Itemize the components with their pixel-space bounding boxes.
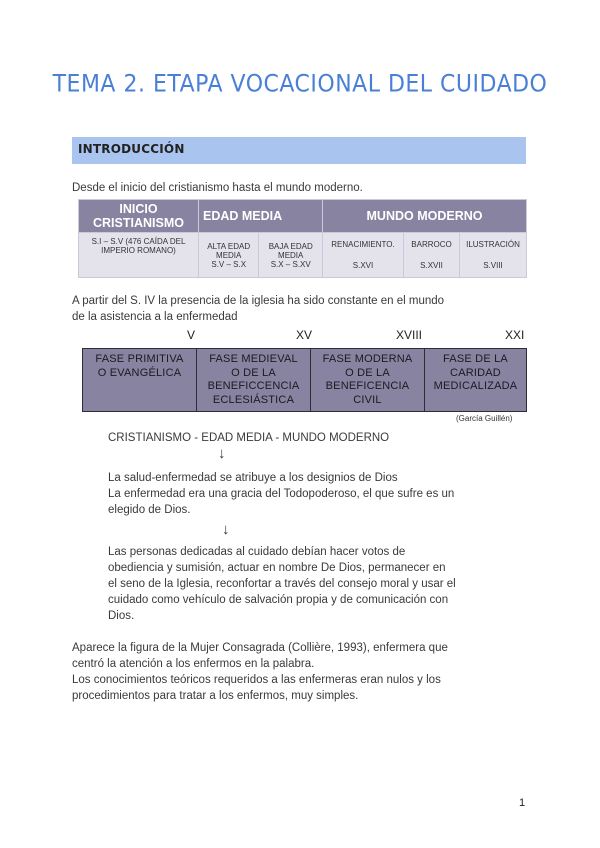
century-xv: XV [296, 328, 313, 342]
cell-renacimiento: RENACIMIENTO. S.XVI [323, 233, 404, 278]
citation: (García Guillén) [456, 414, 513, 423]
phases-table [82, 348, 527, 412]
cell-barroco: BARROCO S.XVII [404, 233, 460, 278]
section-title: INTRODUCCIÓN [78, 142, 185, 156]
section-header [72, 137, 526, 164]
page-number: 1 [519, 797, 526, 809]
header-edad-media: EDAD MEDIA [199, 200, 323, 233]
century-xxi: XXI [505, 328, 525, 342]
phase-moderna: FASE MODERNA O DE LA BENEFICENCIA CIVIL [311, 349, 425, 412]
down-arrow-icon: ↓ [218, 445, 226, 462]
down-arrow-icon: ↓ [222, 521, 230, 538]
cell-alta-edad-media: ALTA EDAD MEDIA S.V – S.X [199, 233, 259, 278]
header-mundo-moderno: MUNDO MODERNO [323, 200, 527, 233]
intro-line: Desde el inicio del cristianismo hasta el mundo moderno. [72, 182, 363, 194]
century-xviii: XVIII [396, 328, 423, 342]
eras-line: CRISTIANISMO - EDAD MEDIA - MUNDO MODERNO [108, 432, 390, 444]
cell-baja-edad-media: BAJA EDAD MEDIA S.X – S.XV [259, 233, 323, 278]
cell-inicio: S.I – S.V (476 CAÍDA DEL IMPERIO ROMANO) [79, 233, 199, 278]
phase-caridad: FASE DE LA CARIDAD MEDICALIZADA [425, 349, 527, 412]
paragraph-mujer-consagrada: Aparece la figura de la Mujer Consagrada (Collière, 1993), enfermera que centró la atención a los enfermos en la palabra. Los conocimientos teóricos requeridos a las enfermeras eran nulos y los procedimientos para tratar a los enfermos, muy simples. [72, 642, 448, 702]
page-title: TEMA 2. ETAPA VOCACIONAL DEL CUIDADO [52, 71, 548, 98]
block-cuidado: Las personas dedicadas al cuidado debían hacer votos de obediencia y sumisión, actuar en nombre De Dios, permanecer en el seno de la Iglesia, reconfortar a través del consejo moral y usar el cuidado como vehículo de salvación propia y de comunicación con Dios. [108, 546, 456, 622]
header-inicio-cristianismo: INICIO CRISTIANISMO [79, 200, 199, 233]
history-periods-table [78, 199, 527, 278]
century-v: V [187, 328, 196, 342]
paragraph-iglesia: A partir del S. IV la presencia de la iglesia ha sido constante en el mundo de la asistencia a la enfermedad [72, 295, 445, 323]
phase-medieval: FASE MEDIEVAL O DE LA BENEFICCENCIA ECLESIÁSTICA [197, 349, 311, 412]
block-salud-enfermedad: La salud-enfermedad se atribuye a los designios de Dios La enfermedad era una gracia del Todopoderoso, el que sufre es un elegido de Dios. [108, 472, 455, 516]
cell-ilustracion: ILUSTRACIÓN S.VIII [460, 233, 527, 278]
phase-primitiva: FASE PRIMITIVA O EVANGÉLICA [83, 349, 197, 412]
